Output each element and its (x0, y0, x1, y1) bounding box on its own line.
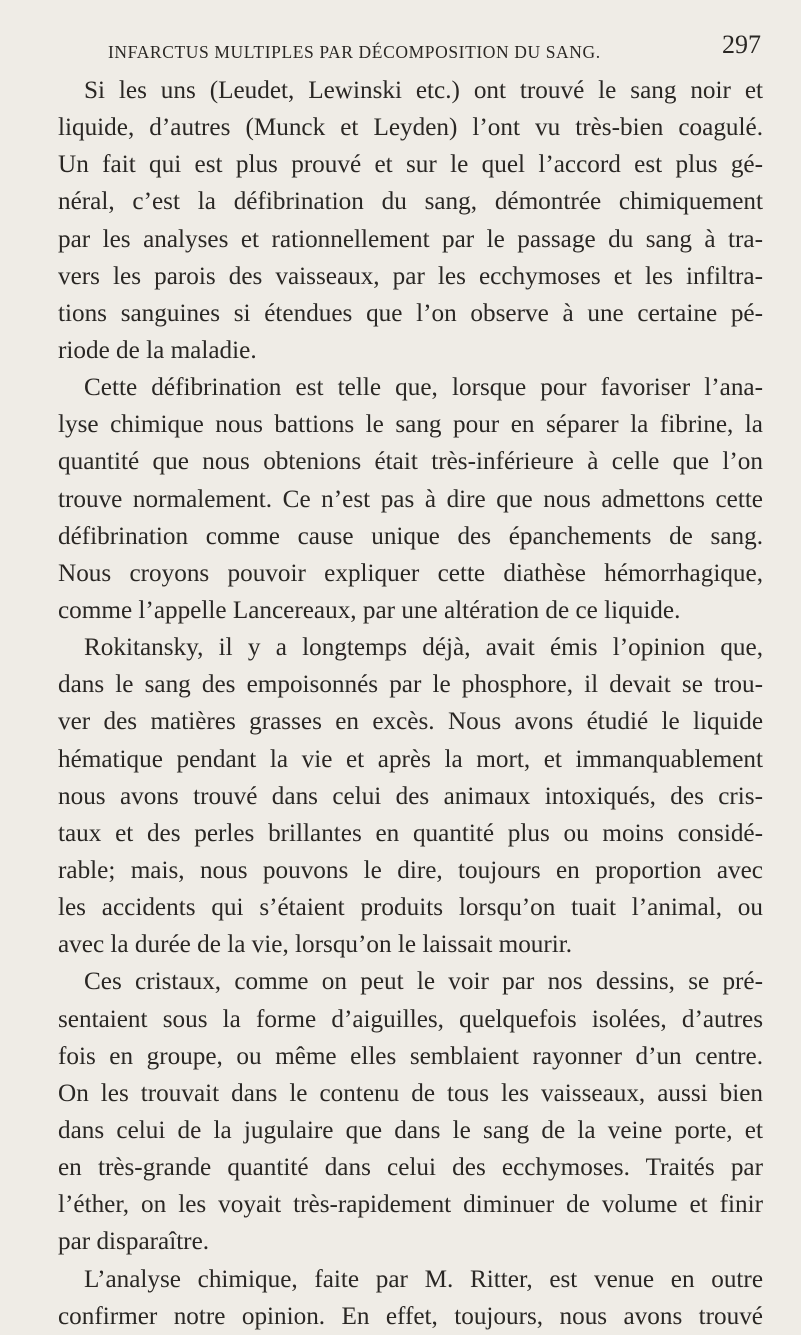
text-line: dans le sang des empoisonnés par le phosphore, il devait se trou- (58, 671, 763, 699)
text-line: Ces cristaux, comme on peut le voir par nos dessins, se pré- (84, 968, 763, 996)
page-number: 297 (722, 30, 761, 59)
text-line: avec la durée de la vie, lorsqu’on le laissait mourir. (58, 931, 573, 959)
running-title: INFARCTUS MULTIPLES PAR DÉCOMPOSITION DU SANG. (108, 42, 601, 62)
text-line: fois en groupe, ou même elles semblaient rayonner d’un centre. (58, 1042, 763, 1070)
text-line: Nous croyons pouvoir expliquer cette diathèse hémorrhagique, (58, 559, 763, 587)
text-line: rable; mais, nous pouvons le dire, toujours en proportion avec (58, 856, 763, 884)
text-line: lyse chimique nous battions le sang pour en séparer la fibrine, la (58, 411, 763, 439)
text-line: confirmer notre opinion. En effet, toujours, nous avons trouvé (58, 1302, 763, 1330)
text-line: Si les uns (Leudet, Lewinski etc.) ont trouvé le sang noir et (84, 77, 763, 104)
text-line: Rokitansky, il y a longtemps déjà, avait émis l’opinion que, (84, 634, 763, 662)
text-line: en très-grande quantité dans celui des ecchymoses. Traités par (58, 1154, 763, 1182)
text-line: défibrination comme cause unique des épanchements de sang. (58, 522, 763, 550)
text-line: dans celui de la jugulaire que dans le sang de la veine porte, et (58, 1116, 763, 1144)
text-line: taux et des perles brillantes en quantité plus ou moins considé- (58, 819, 763, 847)
text-line: par les analyses et rationnellement par le passage du sang à tra- (58, 225, 763, 253)
text-line: les accidents qui s’étaient produits lorsqu’on tuait l’animal, ou (58, 894, 763, 922)
text-line: l’éther, on les voyait très-rapidement diminuer de volume et finir (58, 1191, 763, 1219)
text-line: On les trouvait dans le contenu de tous les vaisseaux, aussi bien (58, 1079, 763, 1107)
text-line: Cette défibrination est telle que, lorsque pour favoriser l’ana- (84, 374, 763, 402)
text-line: riode de la maladie. (58, 336, 257, 364)
text-line: tions sanguines si étendues que l’on observe à une certaine pé- (58, 299, 763, 327)
text-line: sentaient sous la forme d’aiguilles, quelquefois isolées, d’autres (58, 1005, 763, 1033)
text-line: hématique pendant la vie et après la mort, et immanquablement (58, 745, 763, 773)
text-line: Un fait qui est plus prouvé et sur le quel l’accord est plus gé- (58, 151, 763, 179)
text-line: liquide, d’autres (Munck et Leyden) l’ont vu très-bien coagulé. (58, 114, 763, 142)
text-line: trouve normalement. Ce n’est pas à dire que nous admettons cette (58, 485, 763, 513)
text-line: quantité que nous obtenions était très-inférieure à celle que l’on (58, 448, 763, 476)
body-text (58, 72, 763, 1335)
text-line: néral, c’est la défibrination du sang, démontrée chimiquement (58, 188, 763, 216)
text-line: ver des matières grasses en excès. Nous avons étudié le liquide (58, 708, 763, 736)
text-line: L’analyse chimique, faite par M. Ritter, est venue en outre (84, 1265, 763, 1293)
running-head (108, 28, 761, 64)
text-line: comme l’appelle Lancereaux, par une altération de ce liquide. (58, 596, 681, 624)
text-line: vers les parois des vaisseaux, par les ecchymoses et les infiltra- (58, 262, 763, 290)
text-line: par disparaître. (58, 1228, 210, 1256)
text-line: nous avons trouvé dans celui des animaux intoxiqués, des cris- (58, 782, 763, 810)
